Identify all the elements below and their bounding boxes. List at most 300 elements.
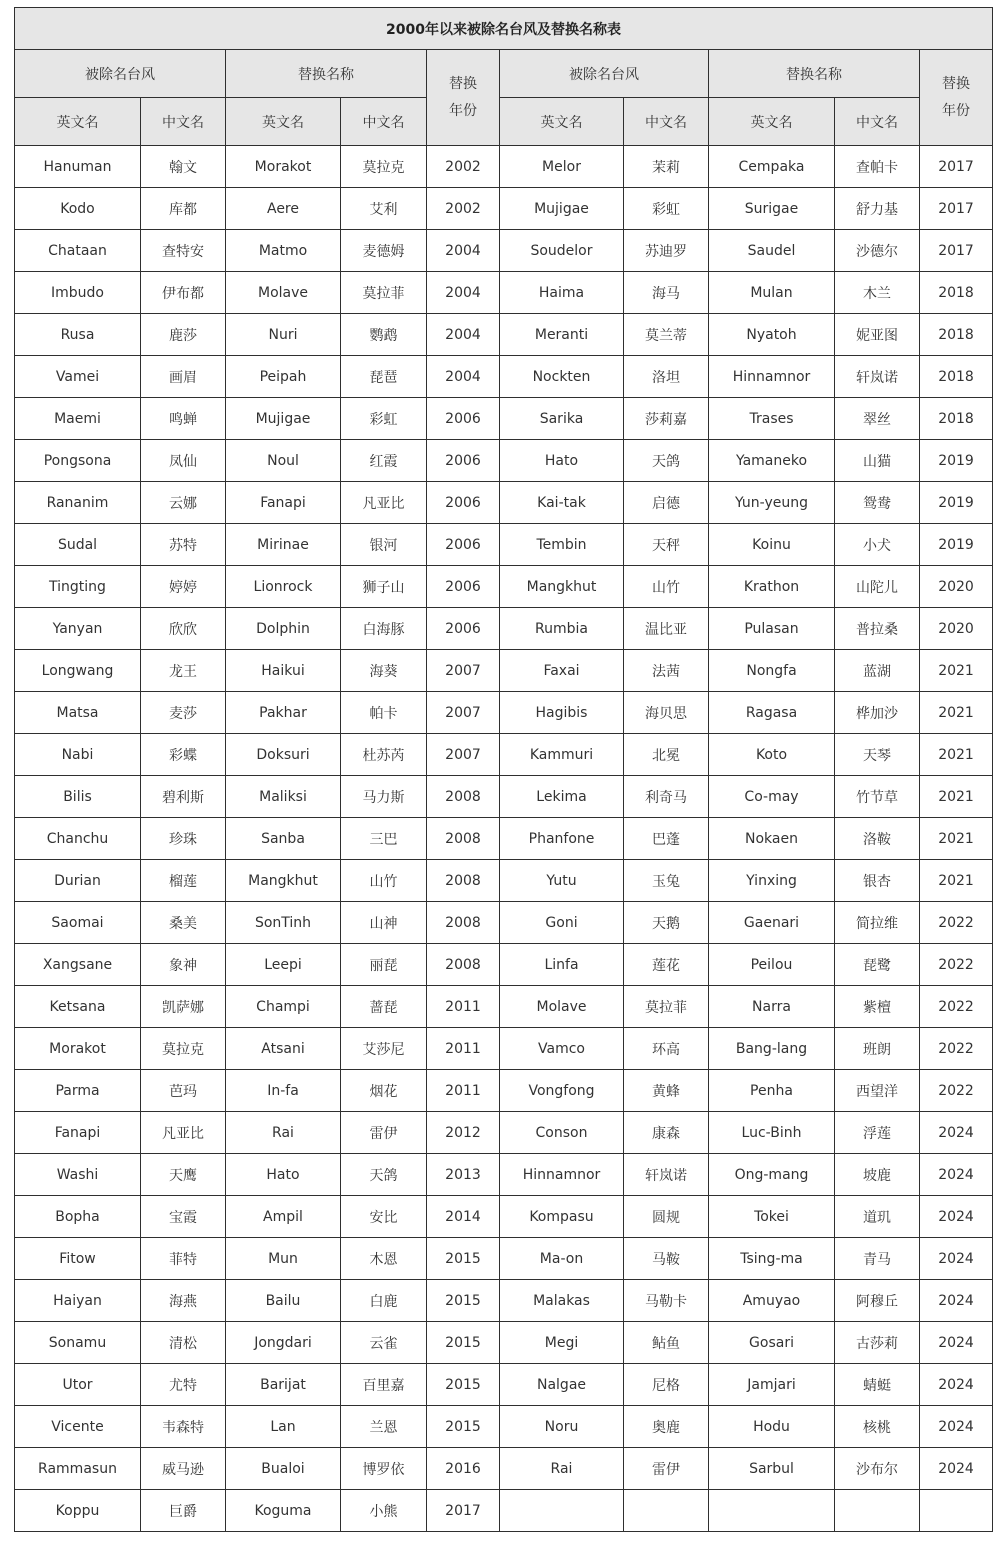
table-row: [15, 1322, 993, 1364]
retired-english-name-cell: Bopha: [15, 1196, 141, 1238]
retired-english-name-cell: Fanapi: [15, 1112, 141, 1154]
retired-english-name-cell: Utor: [15, 1364, 141, 1406]
replacement-english-name-cell: Matmo: [226, 230, 341, 272]
replacement-chinese-name-cell: 青马: [835, 1238, 920, 1280]
replacement-chinese-name-cell: 鸳鸯: [835, 482, 920, 524]
replacement-year-cell: 2014: [427, 1196, 500, 1238]
replacement-english-name-cell: Surigae: [709, 188, 835, 230]
retired-chinese-name-cell: 启德: [624, 482, 709, 524]
replacement-chinese-name-cell: 浮莲: [835, 1112, 920, 1154]
replacement-chinese-name-cell: 天琴: [835, 734, 920, 776]
replacement-year-cell: 2002: [427, 188, 500, 230]
replacement-english-name-cell: Barijat: [226, 1364, 341, 1406]
retired-chinese-name-cell: 巴蓬: [624, 818, 709, 860]
retired-english-name-cell: Rai: [500, 1448, 624, 1490]
retired-chinese-name-cell: 韦森特: [141, 1406, 226, 1448]
retired-group-header-right: 被除名台风: [500, 50, 709, 98]
replacement-year-cell: 2024: [920, 1196, 993, 1238]
replacement-chinese-name-cell: 红霞: [341, 440, 427, 482]
replacement-english-name-cell: Lan: [226, 1406, 341, 1448]
replacement-chinese-name-cell: 简拉维: [835, 902, 920, 944]
table-row: [15, 1364, 993, 1406]
retired-english-name-cell: Ketsana: [15, 986, 141, 1028]
replacement-year-cell: 2019: [920, 524, 993, 566]
retired-english-name-cell: Soudelor: [500, 230, 624, 272]
chinese-name-header: 中文名: [624, 98, 709, 146]
replacement-year-cell: 2024: [920, 1406, 993, 1448]
retired-english-name-cell: Kompasu: [500, 1196, 624, 1238]
retired-english-name-cell: Tembin: [500, 524, 624, 566]
replacement-chinese-name-cell: 轩岚诺: [835, 356, 920, 398]
replacement-year-cell: 2021: [920, 650, 993, 692]
replacement-english-name-cell: Champi: [226, 986, 341, 1028]
replacement-chinese-name-cell: 沙德尔: [835, 230, 920, 272]
table-row: [15, 1112, 993, 1154]
retired-chinese-name-cell: 北冕: [624, 734, 709, 776]
retired-chinese-name-cell: 伊布都: [141, 272, 226, 314]
table-row: [15, 1028, 993, 1070]
replacement-english-name-cell: Yun-yeung: [709, 482, 835, 524]
replacement-chinese-name-cell: 莫拉克: [341, 146, 427, 188]
replacement-chinese-name-cell: 西望洋: [835, 1070, 920, 1112]
replacement-year-cell: 2018: [920, 314, 993, 356]
replacement-english-name-cell: Hinnamnor: [709, 356, 835, 398]
replacement-chinese-name-cell: 舒力基: [835, 188, 920, 230]
table-row: [15, 860, 993, 902]
replacement-chinese-name-cell: 丽琵: [341, 944, 427, 986]
replacement-english-name-cell: Bang-lang: [709, 1028, 835, 1070]
replacement-year-cell: 2024: [920, 1112, 993, 1154]
retired-chinese-name-cell: 宝霞: [141, 1196, 226, 1238]
replacement-english-name-cell: Aere: [226, 188, 341, 230]
replacement-english-name-cell: Yamaneko: [709, 440, 835, 482]
retired-english-name-cell: Molave: [500, 986, 624, 1028]
retired-chinese-name-cell: 雷伊: [624, 1448, 709, 1490]
replacement-chinese-name-cell: 竹节草: [835, 776, 920, 818]
english-name-header: 英文名: [226, 98, 341, 146]
retired-chinese-name-cell: 婷婷: [141, 566, 226, 608]
replacement-english-name-cell: Narra: [709, 986, 835, 1028]
chinese-name-header: 中文名: [835, 98, 920, 146]
replacement-english-name-cell: Mulan: [709, 272, 835, 314]
replacement-year-cell: [920, 1490, 993, 1532]
retired-english-name-cell: Kodo: [15, 188, 141, 230]
retired-chinese-name-cell: 天鸽: [624, 440, 709, 482]
replacement-year-cell: 2006: [427, 524, 500, 566]
retired-chinese-name-cell: 尤特: [141, 1364, 226, 1406]
retired-english-name-cell: Longwang: [15, 650, 141, 692]
replacement-year-cell: 2008: [427, 902, 500, 944]
retired-english-name-cell: Nalgae: [500, 1364, 624, 1406]
replacement-english-name-cell: Haikui: [226, 650, 341, 692]
replacement-year-cell: 2007: [427, 650, 500, 692]
retired-english-name-cell: Pongsona: [15, 440, 141, 482]
replacement-year-cell: 2004: [427, 356, 500, 398]
replacement-year-cell: 2006: [427, 566, 500, 608]
replacement-chinese-name-cell: 班朗: [835, 1028, 920, 1070]
retired-chinese-name-cell: 环高: [624, 1028, 709, 1070]
retired-english-name-cell: Hagibis: [500, 692, 624, 734]
retired-english-name-cell: Vamco: [500, 1028, 624, 1070]
replacement-year-header-left: [427, 50, 500, 146]
retired-chinese-name-cell: 麦莎: [141, 692, 226, 734]
replacement-chinese-name-cell: 古莎莉: [835, 1322, 920, 1364]
replacement-english-name-cell: Trases: [709, 398, 835, 440]
replacement-chinese-name-cell: 麦德姆: [341, 230, 427, 272]
replacement-year-cell: 2024: [920, 1280, 993, 1322]
replacement-english-name-cell: Peilou: [709, 944, 835, 986]
table-row: [15, 608, 993, 650]
retired-chinese-name-cell: 巨爵: [141, 1490, 226, 1532]
retired-chinese-name-cell: 翰文: [141, 146, 226, 188]
retired-english-name-cell: Mujigae: [500, 188, 624, 230]
replacement-year-cell: 2021: [920, 818, 993, 860]
retired-chinese-name-cell: 圆规: [624, 1196, 709, 1238]
table-title: 2000年以来被除名台风及替换名称表: [15, 8, 993, 50]
retired-chinese-name-cell: 天秤: [624, 524, 709, 566]
replacement-english-name-cell: Maliksi: [226, 776, 341, 818]
retired-typhoon-table: [14, 7, 993, 1532]
replacement-english-name-cell: Doksuri: [226, 734, 341, 776]
retired-chinese-name-cell: 彩蝶: [141, 734, 226, 776]
retired-english-name-cell: Sarika: [500, 398, 624, 440]
replacement-english-name-cell: Hato: [226, 1154, 341, 1196]
replacement-english-name-cell: Koto: [709, 734, 835, 776]
replacement-year-cell: 2002: [427, 146, 500, 188]
replacement-english-name-cell: Co-may: [709, 776, 835, 818]
replacement-english-name-cell: Leepi: [226, 944, 341, 986]
retired-chinese-name-cell: 龙王: [141, 650, 226, 692]
replacement-chinese-name-cell: 兰恩: [341, 1406, 427, 1448]
retired-english-name-cell: Hinnamnor: [500, 1154, 624, 1196]
retired-english-name-cell: Hanuman: [15, 146, 141, 188]
replacement-chinese-name-cell: 彩虹: [341, 398, 427, 440]
replacement-year-cell: 2017: [920, 230, 993, 272]
retired-chinese-name-cell: 海燕: [141, 1280, 226, 1322]
retired-chinese-name-cell: 菲特: [141, 1238, 226, 1280]
replacement-year-cell: 2008: [427, 860, 500, 902]
replacement-chinese-name-cell: 艾利: [341, 188, 427, 230]
retired-english-name-cell: Kammuri: [500, 734, 624, 776]
replacement-year-cell: 2019: [920, 440, 993, 482]
replacement-english-name-cell: Pakhar: [226, 692, 341, 734]
replacement-chinese-name-cell: 白鹿: [341, 1280, 427, 1322]
table-row: [15, 944, 993, 986]
table-row: [15, 902, 993, 944]
replacement-year-cell: 2021: [920, 776, 993, 818]
replacement-year-cell: 2011: [427, 1028, 500, 1070]
replacement-chinese-name-cell: 木恩: [341, 1238, 427, 1280]
replacement-year-cell: 2007: [427, 692, 500, 734]
replacement-year-cell: 2004: [427, 230, 500, 272]
retired-english-name-cell: Linfa: [500, 944, 624, 986]
replacement-english-name-cell: Nyatoh: [709, 314, 835, 356]
replacement-english-name-cell: Dolphin: [226, 608, 341, 650]
replacement-group-header-left: 替换名称: [226, 50, 427, 98]
replacement-chinese-name-cell: 博罗依: [341, 1448, 427, 1490]
retired-english-name-cell: Sudal: [15, 524, 141, 566]
table-row: [15, 1070, 993, 1112]
replacement-english-name-cell: Tokei: [709, 1196, 835, 1238]
retired-english-name-cell: Malakas: [500, 1280, 624, 1322]
retired-english-name-cell: Rumbia: [500, 608, 624, 650]
retired-chinese-name-cell: 威马逊: [141, 1448, 226, 1490]
retired-chinese-name-cell: 轩岚诺: [624, 1154, 709, 1196]
replacement-english-name-cell: Gosari: [709, 1322, 835, 1364]
replacement-chinese-name-cell: 洛鞍: [835, 818, 920, 860]
table-row: [15, 356, 993, 398]
replacement-chinese-name-cell: 云雀: [341, 1322, 427, 1364]
retired-chinese-name-cell: 海贝思: [624, 692, 709, 734]
replacement-english-name-cell: Ong-mang: [709, 1154, 835, 1196]
retired-english-name-cell: Koppu: [15, 1490, 141, 1532]
retired-english-name-cell: Rananim: [15, 482, 141, 524]
table-row: [15, 1238, 993, 1280]
retired-chinese-name-cell: 芭玛: [141, 1070, 226, 1112]
chinese-name-header: 中文名: [141, 98, 226, 146]
retired-chinese-name-cell: 莫兰蒂: [624, 314, 709, 356]
replacement-chinese-name-cell: 安比: [341, 1196, 427, 1238]
replacement-chinese-name-cell: 海葵: [341, 650, 427, 692]
replacement-english-name-cell: Sarbul: [709, 1448, 835, 1490]
replacement-year-cell: 2022: [920, 1070, 993, 1112]
year-header-line1: 替换: [942, 75, 971, 92]
table-row: [15, 272, 993, 314]
table-row: [15, 1280, 993, 1322]
replacement-chinese-name-cell: 山猫: [835, 440, 920, 482]
retired-chinese-name-cell: 莫拉菲: [624, 986, 709, 1028]
retired-english-name-cell: Vongfong: [500, 1070, 624, 1112]
replacement-english-name-cell: Luc-Binh: [709, 1112, 835, 1154]
replacement-chinese-name-cell: 坡鹿: [835, 1154, 920, 1196]
replacement-english-name-cell: Peipah: [226, 356, 341, 398]
replacement-year-cell: 2011: [427, 986, 500, 1028]
replacement-chinese-name-cell: 蓝湖: [835, 650, 920, 692]
replacement-chinese-name-cell: 查帕卡: [835, 146, 920, 188]
table-row: [15, 818, 993, 860]
retired-chinese-name-cell: 康森: [624, 1112, 709, 1154]
retired-chinese-name-cell: 海马: [624, 272, 709, 314]
retired-chinese-name-cell: 洛坦: [624, 356, 709, 398]
retired-english-name-cell: Tingting: [15, 566, 141, 608]
replacement-chinese-name-cell: 银河: [341, 524, 427, 566]
retired-chinese-name-cell: 法茜: [624, 650, 709, 692]
replacement-chinese-name-cell: 山陀儿: [835, 566, 920, 608]
retired-chinese-name-cell: 山竹: [624, 566, 709, 608]
replacement-english-name-cell: Sanba: [226, 818, 341, 860]
replacement-chinese-name-cell: 白海豚: [341, 608, 427, 650]
replacement-chinese-name-cell: 妮亚图: [835, 314, 920, 356]
year-header-line2: 年份: [449, 102, 477, 119]
retired-english-name-cell: Kai-tak: [500, 482, 624, 524]
replacement-english-name-cell: Yinxing: [709, 860, 835, 902]
retired-english-name-cell: [500, 1490, 624, 1532]
replacement-chinese-name-cell: 雷伊: [341, 1112, 427, 1154]
retired-chinese-name-cell: 苏迪罗: [624, 230, 709, 272]
replacement-year-cell: 2024: [920, 1364, 993, 1406]
replacement-year-cell: 2020: [920, 608, 993, 650]
replacement-chinese-name-cell: 琵琶: [341, 356, 427, 398]
replacement-chinese-name-cell: 山神: [341, 902, 427, 944]
retired-chinese-name-cell: 库都: [141, 188, 226, 230]
replacement-year-cell: 2018: [920, 272, 993, 314]
replacement-year-cell: 2008: [427, 818, 500, 860]
replacement-chinese-name-cell: [835, 1490, 920, 1532]
replacement-chinese-name-cell: 蜻蜓: [835, 1364, 920, 1406]
replacement-english-name-cell: Jamjari: [709, 1364, 835, 1406]
replacement-year-cell: 2022: [920, 986, 993, 1028]
replacement-english-name-cell: Mun: [226, 1238, 341, 1280]
replacement-year-cell: 2024: [920, 1322, 993, 1364]
retired-chinese-name-cell: 查特安: [141, 230, 226, 272]
table-row: [15, 398, 993, 440]
replacement-year-cell: 2006: [427, 398, 500, 440]
table-row: [15, 566, 993, 608]
retired-english-name-cell: Matsa: [15, 692, 141, 734]
replacement-group-header-right: 替换名称: [709, 50, 920, 98]
replacement-chinese-name-cell: 琵鹭: [835, 944, 920, 986]
retired-chinese-name-cell: 凤仙: [141, 440, 226, 482]
replacement-chinese-name-cell: 紫檀: [835, 986, 920, 1028]
replacement-english-name-cell: Gaenari: [709, 902, 835, 944]
replacement-english-name-cell: Ragasa: [709, 692, 835, 734]
year-header-line2: 年份: [942, 102, 971, 119]
replacement-year-cell: 2004: [427, 272, 500, 314]
replacement-english-name-cell: Tsing-ma: [709, 1238, 835, 1280]
retired-chinese-name-cell: 碧利斯: [141, 776, 226, 818]
retired-chinese-name-cell: 彩虹: [624, 188, 709, 230]
replacement-year-header-right: [920, 50, 993, 146]
replacement-year-cell: 2024: [920, 1448, 993, 1490]
retired-chinese-name-cell: 鸣蝉: [141, 398, 226, 440]
replacement-chinese-name-cell: 普拉桑: [835, 608, 920, 650]
retired-chinese-name-cell: 莲花: [624, 944, 709, 986]
retired-english-name-cell: Melor: [500, 146, 624, 188]
replacement-chinese-name-cell: 木兰: [835, 272, 920, 314]
replacement-chinese-name-cell: 艾莎尼: [341, 1028, 427, 1070]
replacement-year-cell: 2007: [427, 734, 500, 776]
replacement-year-cell: 2016: [427, 1448, 500, 1490]
retired-english-name-cell: Nabi: [15, 734, 141, 776]
retired-english-name-cell: Faxai: [500, 650, 624, 692]
replacement-english-name-cell: Lionrock: [226, 566, 341, 608]
replacement-chinese-name-cell: 帕卡: [341, 692, 427, 734]
retired-chinese-name-cell: 尼格: [624, 1364, 709, 1406]
replacement-chinese-name-cell: 马力斯: [341, 776, 427, 818]
chinese-name-header: 中文名: [341, 98, 427, 146]
replacement-year-cell: 2021: [920, 734, 993, 776]
retired-english-name-cell: Hato: [500, 440, 624, 482]
table-row: [15, 230, 993, 272]
retired-english-name-cell: Lekima: [500, 776, 624, 818]
table-row: [15, 776, 993, 818]
replacement-year-cell: 2006: [427, 440, 500, 482]
replacement-english-name-cell: SonTinh: [226, 902, 341, 944]
retired-chinese-name-cell: 凯萨娜: [141, 986, 226, 1028]
replacement-year-cell: 2006: [427, 608, 500, 650]
retired-english-name-cell: Vicente: [15, 1406, 141, 1448]
replacement-english-name-cell: Fanapi: [226, 482, 341, 524]
replacement-chinese-name-cell: 桦加沙: [835, 692, 920, 734]
retired-english-name-cell: Fitow: [15, 1238, 141, 1280]
replacement-english-name-cell: Mangkhut: [226, 860, 341, 902]
retired-chinese-name-cell: 桑美: [141, 902, 226, 944]
retired-chinese-name-cell: 象神: [141, 944, 226, 986]
replacement-chinese-name-cell: 狮子山: [341, 566, 427, 608]
replacement-chinese-name-cell: 莫拉菲: [341, 272, 427, 314]
replacement-year-cell: 2022: [920, 944, 993, 986]
replacement-chinese-name-cell: 鹦鹉: [341, 314, 427, 356]
retired-english-name-cell: Nockten: [500, 356, 624, 398]
replacement-year-cell: 2022: [920, 1028, 993, 1070]
replacement-year-cell: 2006: [427, 482, 500, 524]
replacement-chinese-name-cell: 小熊: [341, 1490, 427, 1532]
replacement-english-name-cell: Noul: [226, 440, 341, 482]
retired-chinese-name-cell: 云娜: [141, 482, 226, 524]
replacement-chinese-name-cell: 烟花: [341, 1070, 427, 1112]
retired-english-name-cell: Bilis: [15, 776, 141, 818]
retired-chinese-name-cell: 天鹰: [141, 1154, 226, 1196]
replacement-english-name-cell: Amuyao: [709, 1280, 835, 1322]
replacement-english-name-cell: Pulasan: [709, 608, 835, 650]
replacement-english-name-cell: Rai: [226, 1112, 341, 1154]
replacement-year-cell: 2018: [920, 398, 993, 440]
replacement-year-cell: 2020: [920, 566, 993, 608]
replacement-year-cell: 2015: [427, 1406, 500, 1448]
table-row: [15, 524, 993, 566]
retired-english-name-cell: Conson: [500, 1112, 624, 1154]
replacement-chinese-name-cell: 沙布尔: [835, 1448, 920, 1490]
retired-english-name-cell: Megi: [500, 1322, 624, 1364]
replacement-english-name-cell: Atsani: [226, 1028, 341, 1070]
retired-english-name-cell: Meranti: [500, 314, 624, 356]
replacement-year-cell: 2008: [427, 944, 500, 986]
retired-english-name-cell: Rusa: [15, 314, 141, 356]
year-header-line1: 替换: [449, 75, 477, 92]
retired-chinese-name-cell: 鹿莎: [141, 314, 226, 356]
retired-english-name-cell: Imbudo: [15, 272, 141, 314]
replacement-chinese-name-cell: 凡亚比: [341, 482, 427, 524]
retired-chinese-name-cell: 珍珠: [141, 818, 226, 860]
table-row: [15, 482, 993, 524]
table-row: [15, 734, 993, 776]
replacement-year-cell: 2015: [427, 1322, 500, 1364]
replacement-year-cell: 2021: [920, 692, 993, 734]
retired-english-name-cell: Saomai: [15, 902, 141, 944]
retired-english-name-cell: Vamei: [15, 356, 141, 398]
replacement-english-name-cell: Morakot: [226, 146, 341, 188]
replacement-english-name-cell: In-fa: [226, 1070, 341, 1112]
replacement-english-name-cell: Mirinae: [226, 524, 341, 566]
table-row: [15, 146, 993, 188]
replacement-chinese-name-cell: 核桃: [835, 1406, 920, 1448]
retired-english-name-cell: Durian: [15, 860, 141, 902]
english-name-header: 英文名: [500, 98, 624, 146]
retired-chinese-name-cell: 玉兔: [624, 860, 709, 902]
retired-chinese-name-cell: 苏特: [141, 524, 226, 566]
replacement-chinese-name-cell: 翠丝: [835, 398, 920, 440]
retired-english-name-cell: Rammasun: [15, 1448, 141, 1490]
retired-chinese-name-cell: 茉莉: [624, 146, 709, 188]
replacement-english-name-cell: Mujigae: [226, 398, 341, 440]
table-row: [15, 1196, 993, 1238]
retired-chinese-name-cell: 马勒卡: [624, 1280, 709, 1322]
typhoon-name-table-sheet: [14, 7, 992, 1532]
table-row: [15, 1448, 993, 1490]
replacement-year-cell: 2015: [427, 1364, 500, 1406]
replacement-chinese-name-cell: 小犬: [835, 524, 920, 566]
replacement-chinese-name-cell: 道玑: [835, 1196, 920, 1238]
